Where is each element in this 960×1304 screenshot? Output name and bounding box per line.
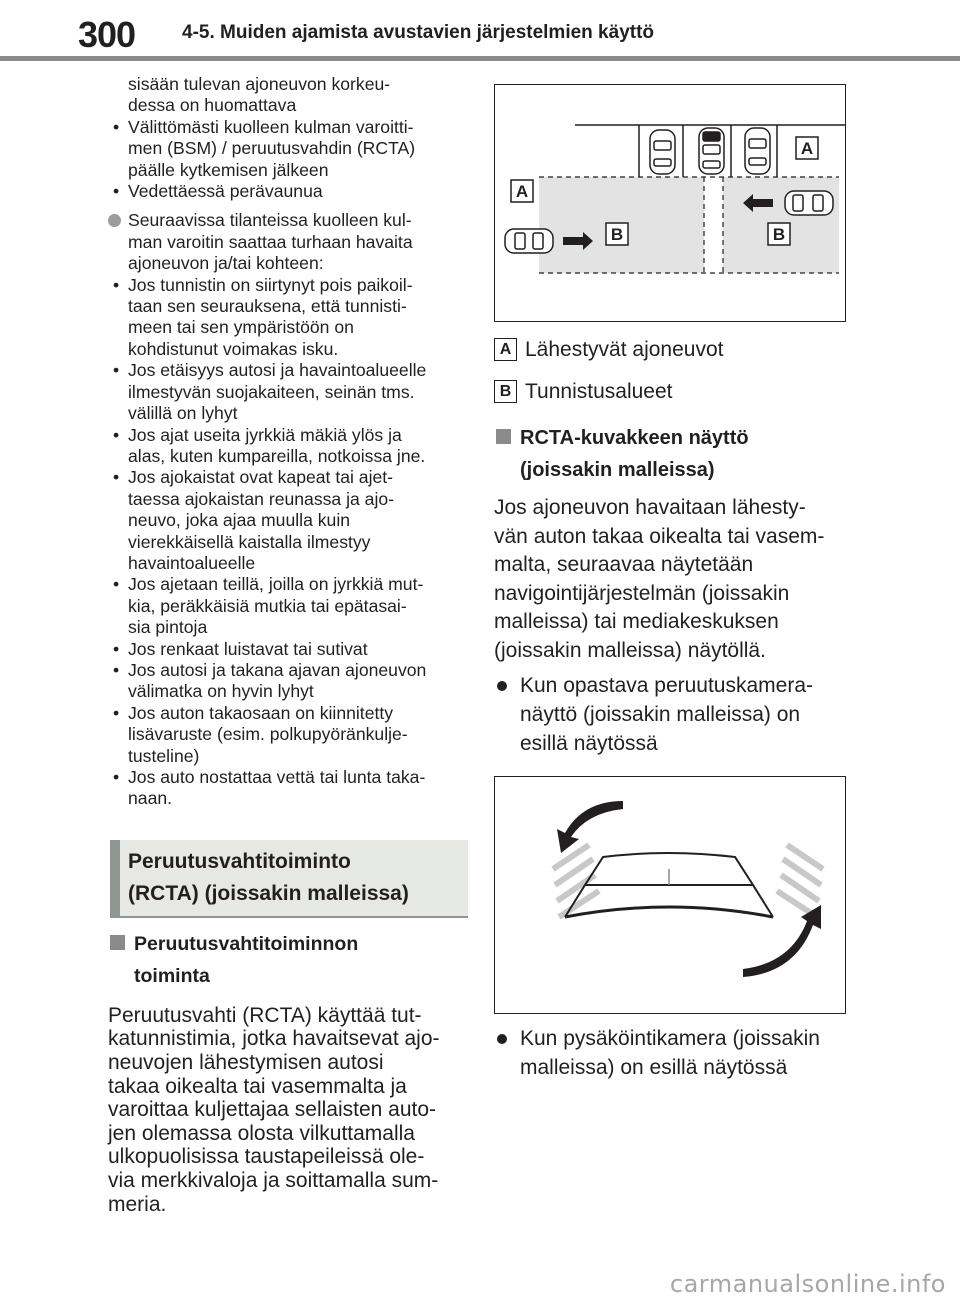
legend-key-b: B xyxy=(494,380,517,403)
label-b-right: B xyxy=(772,225,786,244)
label-a-left: A xyxy=(515,182,529,201)
parked-car xyxy=(745,128,770,174)
list-item: • Jos autosi ja takana ajavan ajoneuvon välimatka on hyvin lyhyt xyxy=(108,660,470,703)
own-car xyxy=(505,229,553,253)
page-number: 300 xyxy=(78,14,136,55)
left-column xyxy=(108,74,470,1216)
sub-heading-function: Peruutusvahtitoiminnon toiminta xyxy=(108,928,470,992)
section-title: 4-5. Muiden ajamista avustavien järjestelmien käyttö xyxy=(182,22,655,43)
legend-item-a: A Lähestyvät ajoneuvot xyxy=(494,336,846,366)
list-item: • Jos auto nostattaa vettä tai lunta taka- naan. xyxy=(108,767,470,810)
right-column xyxy=(494,84,846,1082)
parked-car xyxy=(699,128,724,174)
square-bullet-icon xyxy=(110,935,125,950)
label-a-right: A xyxy=(800,139,814,158)
square-bullet-icon xyxy=(496,429,511,444)
list-item: • Jos renkaat luistavat tai sutivat xyxy=(108,639,470,660)
header-rule xyxy=(0,56,960,61)
function-description: Peruutusvahti (RCTA) käyttää tut- katunnistimia, jotka havaitsevat ajo- neuvojen lähestymisen autosi takaa oikealta tai vasemmalta ja varoittaa kuljettajaa sellaisten auto- jen olemassa olosta vilkuttamalla ulkopuolisissa taustapeileissä ole- via merkkivaloja ja soittamalla sum- meria. xyxy=(108,1003,440,1216)
legend-key-a: A xyxy=(494,338,517,361)
bullet-guide-camera: Kun opastava peruutuskamera- näyttö (joissakin malleissa) on esillä näytössä xyxy=(494,671,846,758)
list-item: • Jos ajat useita jyrkkiä mäkiä ylös ja alas, kuten kumpareilla, notkoissa jne. xyxy=(108,425,470,468)
camera-display-illustration xyxy=(494,776,846,1014)
legend-item-b: B Tunnistusalueet xyxy=(494,378,846,408)
camera-display-svg xyxy=(495,777,845,1013)
circle-note: Seuraavissa tilanteissa kuolleen kul- man varoitin saattaa turhaan havaita ajoneuvon ja/tai kohteen: xyxy=(108,210,470,274)
continuation-text: sisään tulevan ajoneuvon korkeu- dessa on huomattava xyxy=(128,74,391,116)
approaching-car xyxy=(785,191,833,215)
watermark: carmanualsonline.info xyxy=(669,1270,946,1298)
list-item: • Jos auton takaosaan on kiinnitetty lisävaruste (esim. polkupyöränkulje- tusteline) xyxy=(108,703,470,767)
list-item: • Vedettäessä perävaunua xyxy=(108,181,470,202)
sub-heading-rcta-icon: RCTA-kuvakkeen näyttö (joissakin malleissa) xyxy=(494,422,846,486)
list-item: • Jos etäisyys autosi ja havaintoalueelle ilmestyvän suojakaiteen, seinän tms. välillä on lyhyt xyxy=(108,360,470,424)
label-b-left: B xyxy=(610,225,624,244)
list-item: • Jos tunnistin on siirtynyt pois paikoil- taan sen seurauksena, että tunnisti- meen tai sen ympäristöön on kohdistunut voimakas isku. xyxy=(108,275,470,361)
list-item: • Jos ajetaan teillä, joilla on jyrkkiä mut- kia, peräkkäisiä mutkia tai epätasai- sia pintoja xyxy=(108,574,470,638)
bullet-dot-icon xyxy=(497,1034,507,1044)
parking-diagram-svg xyxy=(495,85,845,321)
bullet-parking-camera: Kun pysäköintikamera (joissakin malleissa) on esillä näytössä xyxy=(494,1024,846,1082)
bullet-dot-icon xyxy=(497,681,507,691)
parking-detection-diagram xyxy=(494,84,846,322)
section-heading-box: Peruutusvahtitoiminto (RCTA) (joissakin malleissa) xyxy=(110,840,468,918)
condition-list-2 xyxy=(108,275,470,810)
circle-bullet-icon xyxy=(108,214,121,227)
rcta-icon-description: Jos ajoneuvon havaitaan lähesty- vän auton takaa oikealta tai vasem- malta, seuraavaa näytetään navigointijärjestelmän (joissakin malleissa) tai mediakeskuksen (joissakin malleissa) näytöllä. xyxy=(494,496,825,662)
page-header xyxy=(0,0,960,64)
condition-list-1 xyxy=(108,117,470,203)
list-item: • Jos ajokaistat ovat kapeat tai ajet- taessa ajokaistan reunassa ja ajo- neuvo, joka ajaa muulla kuin vierekkäisellä kaistalla ilmestyy havaintoalueelle xyxy=(108,467,470,574)
list-item: • Välittömästi kuolleen kulman varoitti- men (BSM) / peruutusvahdin (RCTA) päälle kytkemisen jälkeen xyxy=(108,117,470,181)
parked-car xyxy=(650,130,675,174)
